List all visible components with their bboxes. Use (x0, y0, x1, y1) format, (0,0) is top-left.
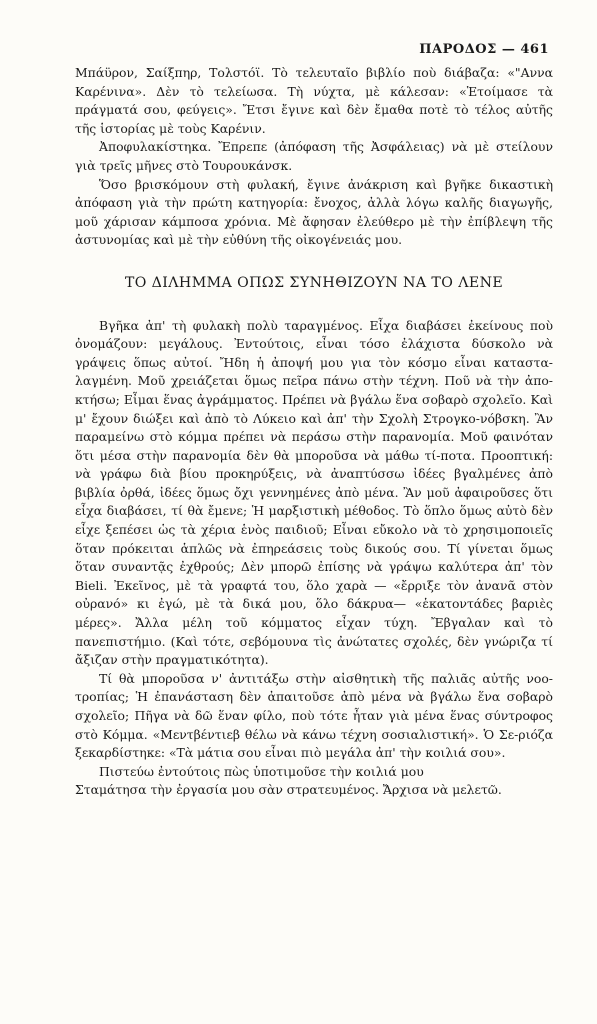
body-text (75, 64, 553, 800)
section (75, 274, 553, 800)
section-paragraph-1: Βγῆκα ἀπ' τὴ φυλακὴ πολὺ ταραγμένος. Εἶχα διαβάσει ἐκείνους ποὺ ὀνομάζουν: μεγάλους. Ἐντούτοις, εἶναι τόσο ἐλάχιστα δύσκολο νὰ γράψεις ὅπως αὐτοί. Ἤδη ἡ ἀποψή μου για τὸν κόσμο εἶναι καταστα-λαγμένη. Μοῦ χρειάζεται ὅμως πεῖρα πάνω στὴν τέχνη. Ποῦ νὰ τὴν ἀπο-κτήσω; Εἶμαι ἕνας ἀγράμματος. Πρέπει νὰ βγάλω ἕνα σοβαρὸ σχολεῖο. Καὶ μ' ἔχουν διώξει καὶ ἀπὸ τὸ Λύκειο καὶ ἀπ' τὴν Σχολὴ Στρογκο-νόβσκη. Ἂν παραμείνω στὸ κόμμα πρέπει νὰ περάσω στὴν παρανομία. Μοῦ φαινόταν ὅτι μέσα στὴν παρανομία δὲν θὰ μποροῦσα νὰ μάθω τί-ποτα. Προοπτική: νὰ γράφω διὰ βίου προκηρύξεις, νὰ ἀναπτύσσω ἰδέες βγαλμένες ἀπὸ βιβλία ὀρθά, ἰδέες ὅμως ὄχι γεννημένες ἀπὸ μένα. Ἂν μοῦ ἀφαιροῦσες ὅτι εἶχα διαβάσει, τί θὰ ἔμενε; Ἡ μαρξιστικὴ μέθοδος. Τὸ ὅπλο ὅμως αὐτὸ δὲν εἶχε ξεπέσει ὡς τὰ χέρια ἑνὸς παιδιοῦ; Εἶναι εὔκολο νὰ τὸ χρησιμοποιεῖς ὅταν πρόκειται ἁπλῶς νὰ ἐπηρεάσεις τοὺς δικούς σου. Τί γίνεται ὅμως ὅταν συναντᾷς ἐχθρούς; Δὲν μπορῶ ἐπίσης νὰ γράψω καλύτερα ἀπ' τὸν Bieli. Ἐκεῖνος, μὲ τὰ γραφτά του, ὅλο χαρὰ — «ἔρριξε τὸν ἀνανᾶ στὸν οὐρανό» κι ἐγώ, μὲ τὰ δικά μου, ὅλο δάκρυα— «ἑκατοντάδες βαριὲς μέρες». Ἄλλα μέλη τοῦ κόμματος εἶχαν τύχη. Ἔβγαλαν καὶ τὸ πανεπιστήμιο. (Καὶ τότε, σεβόμουνα τὶς ἀνώτατες σχολές, δὲν γνώριζα τί ἄξιζαν στὴν πραγματικότητα). (75, 317, 553, 668)
section-paragraph-2: Τί θὰ μποροῦσα ν' ἀντιτάξω στὴν αἰσθητικὴ τῆς παλιᾶς αὐτῆς νοο-τροπίας; Ἡ ἐπανάσταση δὲν ἀπαιτοῦσε ἀπὸ μένα νὰ βγάλω ἕνα σοβαρὸ σχολεῖο; Πῆγα νὰ δῶ ἕναν φίλο, ποὺ τότε ἦταν γιὰ μένα ἕνας σύντροφος στὸ Κόμμα. «Μεντβέντιεβ θέλω νὰ κάνω τέχνη σοσιαλιστική». Ὁ Σε-ριόζα ξεκαρδίστηκε: «Τὰ μάτια σου εἶναι πιὸ μεγάλα ἀπ' τὴν κοιλιά σου». (75, 670, 553, 761)
intro-paragraph-1: Μπάϋρον, Σαίξπηρ, Τολστόϊ. Τὸ τελευταῖο βιβλίο ποὺ διάβαζα: «"Αννα Καρένινα». Δὲν τὸ τελείωσα. Τὴ νύχτα, μὲ κάλεσαν: «Ἑτοίμασε τὰ πράγματά σου, φεύγεις». Ἔτσι ἔγινε καὶ δὲν ἔμαθα ποτὲ τὸ τέλος αὐτῆς τῆς ἱστορίας μὲ τοὺς Καρένιν. (75, 65, 553, 136)
intro-paragraph-3: Ὅσο βρισκόμουν στὴ φυλακή, ἔγινε ἀνάκριση καὶ βγῆκε δικαστικὴ ἀπόφαση γιὰ τὴν πρώτη κατηγορία: ἔνοχος, ἀλλὰ λόγω καλῆς διαγωγῆς, μοῦ χάρισαν κάμποσα χρόνια. Μὲ ἄφησαν ἐλεύθερο μὲ τὴν ἐπίβλεψη τῆς ἀστυνομίας καὶ μὲ τὴν εὐθύνη τῆς οἰκογένειάς μου. (75, 176, 553, 248)
running-head: ΠΑΡΟΔΟΣ — 461 (419, 42, 549, 57)
section-heading: ΤΟ ΔΙΛΗΜΜΑ ΟΠΩΣ ΣΥΝΗΘΙΖΟΥΝ ΝΑ ΤΟ ΛΕΝΕ (124, 274, 504, 291)
intro-paragraph-2: Ἀποφυλακίστηκα. Ἔπρεπε (ἀπόφαση τῆς Ἀσφάλειας) νὰ μὲ στείλουν γιὰ τρεῖς μῆνες στὸ Τουρουκάνσκ. (75, 139, 553, 173)
section-paragraph-3: Πιστεύω ἐντούτοις πὼς ὑποτιμοῦσε τὴν κοιλιά μου (99, 763, 424, 779)
section-paragraph-4: Σταμάτησα τὴν ἐργασία μου σὰν στρατευμένος. Ἄρχισα νὰ μελετῶ. (75, 782, 502, 798)
